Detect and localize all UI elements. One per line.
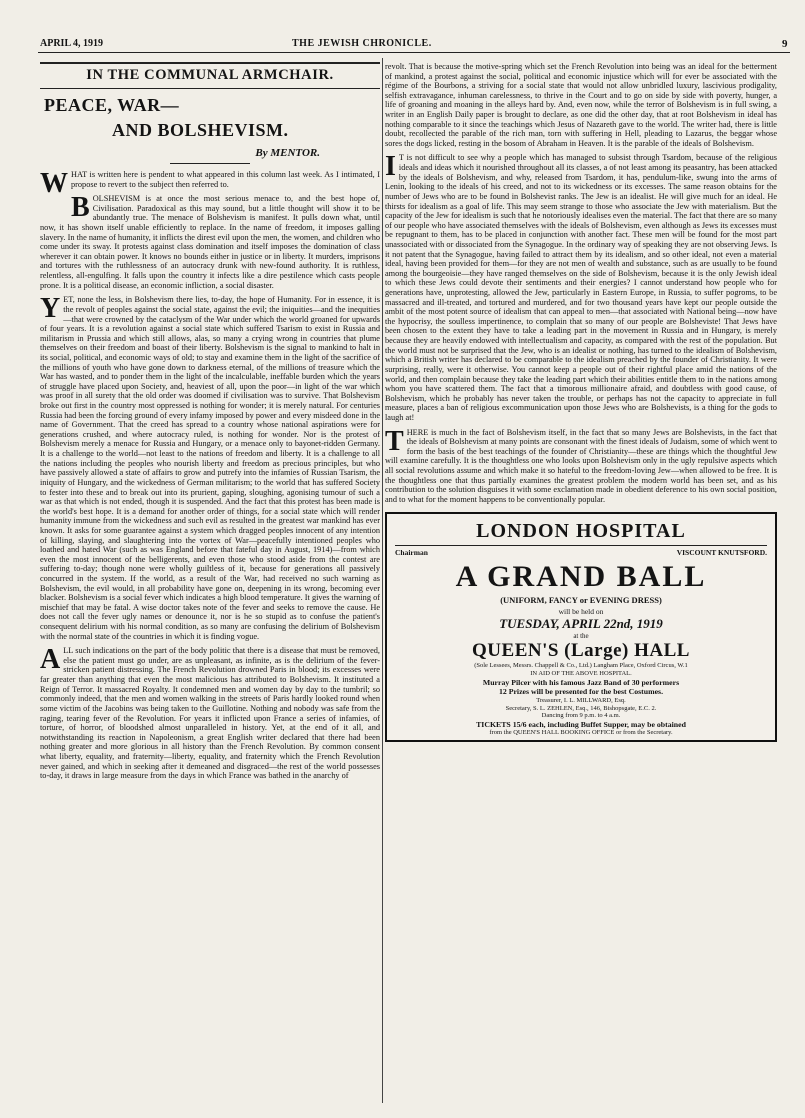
article-paragraph [40,168,380,199]
ad-tickets-source: from the QUEEN'S HALL BOOKING OFFICE or from the Secretary. [489,729,673,737]
headline-line-2: AND BOLSHEVISM. [112,120,289,140]
ad-prizes: 12 Prizes will be presented for the best Costumes. [498,687,664,697]
page-number: 9 [782,38,788,50]
drop-cap: I [385,151,396,183]
paragraph-text: revolt. That is because the motive-spring which set the French Revolution into being was an ideal for the betterment of mankind, a protest against the social, political and economic injustice which will for ever be associated with the régime of the Bourbons, a striving for a social state that would not allow unbridled luxury, lascivious prodigality, selfish extravagance, inhuman carelessness, to thrive in the Court and to go on side by side with poverty, hunger, a life of groaning and moaning in the alleys hard by. And, even now, while the terror of Bolshevism is in full swing, a writer in an English Daily paper is brought to declare, as one did the other day, that at root Bolshevism in ideal has nothing comparable to it since the teachings which Jesus of Nazareth gave to the world. The writer had, there is little doubt, recollected the parable of the rich man, torn with suffering in Hell, pleading to Lazarus, the beggar whose sores the dogs licked, resting in the bosom of Abraham in Heaven. It is the parable of the ideals of Bolshevism. [385,62,777,148]
drop-cap: A [40,644,61,676]
article-paragraph [40,194,380,290]
article-paragraph [385,62,777,148]
ad-treasurer: Treasurer, I. L. MILLWARD, Esq. [536,696,626,704]
ad-held-on: will be held on [558,607,604,617]
section-title: IN THE COMMUNAL ARMCHAIR. [40,62,380,89]
ad-lessees: (Sole Lessees, Messrs. Chappell & Co., Ltd.) Langham Place, Oxford Circus, W.1 [474,662,688,670]
ad-aid: IN AID OF THE ABOVE HOSPITAL. [530,670,632,678]
column-divider [382,58,383,1103]
drop-cap: Y [40,293,61,325]
ad-chairman-name: VISCOUNT KNUTSFORD. [676,548,767,558]
drop-cap: W [40,168,68,199]
paragraph-text: OLSHEVISM is at once the most serious menace to, and the best hope of, Civilisation. Paradoxical as this may sound, but a little thought will show it to be abundantly true. The menace of Bolshevism is manifest. It pulls down what, until now, it has shown itself unable efficiently to replace. In the name of freedom, it imposes galling slavery. In the name of humanity, it inflicts the direst evil upon the men, the women, and children who come under its sway. It protests against class domination and itself imposes the domination of class wherever it can obtain power. It knows no bounds either in justice or in liberty. It murders, imprisons and tortures with the ruthlessness of an autocracy drunk with new-found authority. It is ruthless, relentless, all-engulfing. It falls upon the country it infects like a dire pestilence which casts people prone. It is a political disease, an economic infliction, a social disaster. [40,194,380,290]
ad-title: LONDON HOSPITAL [395,520,767,546]
header-rule [38,52,790,53]
ad-band: Murray Pilcer with his famous Jazz Band of 30 performers [482,678,680,688]
paragraph-text: HAT is written here is pendent to what appeared in this column last week. As I intimated, I propose to revert to the subject then referred to. [71,170,380,189]
article-paragraph [40,646,380,781]
article-paragraph [40,295,380,641]
paragraph-text: HERE is much in the fact of Bolshevism itself, in the fact that so many Jews are Bolshevists, in the fact that the ideals of Bolshevism at many points are consonant with the finest ideals of Judaism, some of which went to form the basis of the best teachings of the founder of Christianity—these are things which the thoughtful Jew will examine carefully. It is the thoughtless one who looks upon Bolshevism only in the ugly repulsive aspects which all social revolutions assume and which make it so hateful to the freedom-loving Jew—when allowed to be free. It is the thoughtless one that thus partially examines the greatest problem the modern world has been set, and as his contribution to the solution disguises it with some exclamation made in obedient deference to his own social position, and to what for the moment happens to be conventionally popular. [385,427,777,504]
ad-event-date: TUESDAY, APRIL 22nd, 1919 [499,616,663,632]
ad-chairman-row [395,548,767,557]
article-paragraph [385,153,777,422]
article-paragraph [385,425,777,505]
paragraph-text: LL such indications on the part of the body politic that there is a disease that must be removed, else the patient must go under, are as unpleasant, as infinite, as is the delirium of the fever-stricken patient distressing. The French Revolution drowned Paris in blood; its excesses were far greater than anything that even the most malicious has attributed to Bolshevism. It instituted a Reign of Terror. It massacred Royalty. It condemned men and women day by day to the tumbril; so commonly indeed, that the men and women walking in the streets of Paris hardly looked round when some victim of the Jacobins was being taken to the Guillotine. Nothing and nobody was safe from the raging, tearing fever of the Revolution. For years it inflicted upon France a series of infamies, of torture, of horror, of bloodshed almost unparalleled in history. Yet, at the end of it all, and notwithstanding its reaction in Napoleonism, a great English writer declared that there had been nothing greater and more glorious in all history than the French Revolution. By common consent what liberty, equality, and fraternity—liberty, equality, and fraternity which the French Revolution never gained, and which in seeking after it demeaned and disgraced—the rest of the world possesses to-day, it draws in large measure from the days in which France was bathed in the anarchy of [40,646,380,781]
ad-dress-code: (UNIFORM, FANCY or EVENING DRESS) [500,595,662,606]
masthead-title: THE JEWISH CHRONICLE. [292,38,432,49]
ad-tickets: TICKETS 15/6 each, including Buffet Supper, may be obtained [476,720,686,730]
issue-date: APRIL 4, 1919 [40,38,104,49]
ad-venue: QUEEN'S (Large) HALL [472,640,690,662]
ad-event-name: A GRAND BALL [455,560,707,594]
byline-rule [170,163,250,164]
left-column [40,62,380,1102]
ad-at: at the [573,632,589,641]
hospital-ball-advertisement [385,512,777,742]
right-column [385,62,777,1102]
paragraph-text: T is not difficult to see why a people which has managed to subsist through Tsardom, because of the religious ideals and ideas which it nourished throughout all its classes, a of not least among its peasantry, has been attacked by the ideals of Bolshevism, and why, released from Tsardom, it has, pendulum-like, swung into the arms of Lenin, looking to the ideals of his creed, and not to its wickedness or its excesses. The same reason obtains for the number of Jews who are to be found in Bolshevist ranks. The Jew is an idealist. He will give much for an ideal. He thirsts for idealism as a goal of life. This may seem strange to those who associate the Jew with materialism. But the capacity of the Jew for idealism is such that he notoriously idealises even the material. The fact that there are so many of our people who have associated themselves with the ideals of Bolshevism, even although as Jews its excesses must be repugnant to them, has to be placed in conjunction with another fact. These men will be found for the most part unassociated with or dissociated from the Synagogue. In the ordinary way of speaking they are not observing Jews. Is it not patent that the Synagogue, having failed to attract them by its idealism, and so other ideal, not even a material ideal, having been provided for them—for they are not men of wealth and substance, such as are usually to be found among the bourgeoisie—they have ranged themselves on the side of Bolshevism, because it is the only Jewish ideal to which these Jews could devote their sentiments and their energies? I cannot understand how people who for generations have, unprotesting, allowed the Jew, particularly in Eastern Europe, in Russia, to suffer pogroms, to be massacred and ill-treated, and tortured and murdered, and for two thousand years have kept our people outside the ambit of the most potent source of idealism that can appeal to men—that associated with National being—now have the hypocrisy, the soulless impertinence, to complain that so many of our people are Bolsheviste! That Jews have been chosen to the extent they have to take a leading part in the movement in Russia and in Hungary, is merely because they are heavily endowed with intellectualism and capacity, as compared with the rest of the population. But the world must not be surprised that the Jew, who is an idealist or nothing, has turned to the idealism of Bolshevism, which a British writer has declared to be comparable to the idealism preached by the founder of Christianity. It were surprising, really, were it otherwise. You cannot keep a people out of their rightful place amid the nations of the world, and then complain because they take the leading part which their abilities entitle them to in the nations among whom you have scattered them. The fact that a timorous millionaire afraid, and doubtless with good cause, of Bolshevism, which he probably has never taken the trouble, or perhaps has not the capacity to appreciate in full measure, places a ban of religious excommunication upon those Jews who are Bolshevists, is a thing for the gods to laugh at! [385,153,777,422]
ad-dancing: Dancing from 9 p.m. to 4 a.m. [541,712,621,720]
ad-chairman-label: Chairman [395,548,428,558]
headline-line-1: PEACE, WAR— [44,95,180,115]
ad-secretary: Secretary, S. L. ZEHLEN, Esq., 146, Bishopsgate, E.C. 2. [505,704,657,712]
drop-cap: B [71,192,90,224]
drop-cap: T [385,425,404,457]
paragraph-text: ET, none the less, in Bolshevism there lies, to-day, the hope of Humanity. For in essence, it is the revolt of peoples against the social state, against the evil; the iniquities—and the inequities—that were crowned by the cataclysm of the War under which the world groaned for upwards of four years. It is a revolution against a social state which suffered Tsarism to exist in Russia and militarism in Prussia and which still allows, alas, so many a crying wrong in countries that plume themselves on their freedom and boast of their liberty. Bolshevism is the signal to mankind to halt in its social, political, and economic ways of old; to stay and examine them in the light of the sacrifice of the millions of youth who have gone down to darkness eternal, of the millions of treasure which the War has wasted, and to ponder them in the light of the incalculable, ineffable burden which the years of struggle have placed upon Society, and, heaviest of all, upon the poor—in light of the war which was proof in all surety that the old order was doomed if civilisation was to survive. That Bolshevism broke out first in the country most oppressed is nothing for wonder; it is merely natural. For centuries Russia had been the forcing ground of every infamy imposed by power and every misdeed done in the name of Government. That the creed has spread to a country whose national aspirations were for generations crushed, and where autocracy ruled, is nothing for wonder. Nor is the protest of Bolshevism merely a menace for Russia and Hungary, or a menace only to bayonet-ridden Germany. It is a challenge to the world—not least to the nations of freedom and liberty. It is a challenge to all the nations including the peoples who nourish liberty and freedom as precious principles, but who have passively allowed a state of affairs to grow and putrefy into the infamies of Russian Tsarism, the iniquity of Hungary, and the wickedness of German militarism; to the world that has suffered Society to fester into these and to break out into its prurient, gaping, sloughing, agonising tumour of such a war as that which is not ended, though it is suspended. And the fact that this protest has been made is the world's best hope. It is a demand for another order of things, for a social state which will render humanity immune from the wickedness and such evil as resulted in the greatest war mankind has ever known. It asks for some guarantee against a system which dragged peoples innocent of any intention of killing, slaying, and slaughtering into the vortex of War—peacefully intentioned peoples who loathed and hated War (such as was England before that fateful day in August, 1914)—from which even the most innocent of the belligerents, and even those who stood aside from the contest are suffering to-day; though none were wholly guiltless of it, because for generations all passively concurred in the system. If the world, as a result of the War, had received no such warning as Bolshevism, the evil would, in all probability have gone on, deepening in its wrong, becoming ever blacker. Bolshevism is a social fever which indicates a high blood temperature. It gives the warning of mischief that may be fatal. A wise doctor takes note of the fever and seeks to remove the cause. He does not call the fever ugly names or denounce it, nor is he so stupid as to confuse the patient's consequent delirium with his normal condition, as so many are confusing the delirium of Bolshevism with the normal state of the countries in which it is finding vogue. [40,295,380,641]
byline: By MENTOR. [255,147,320,159]
